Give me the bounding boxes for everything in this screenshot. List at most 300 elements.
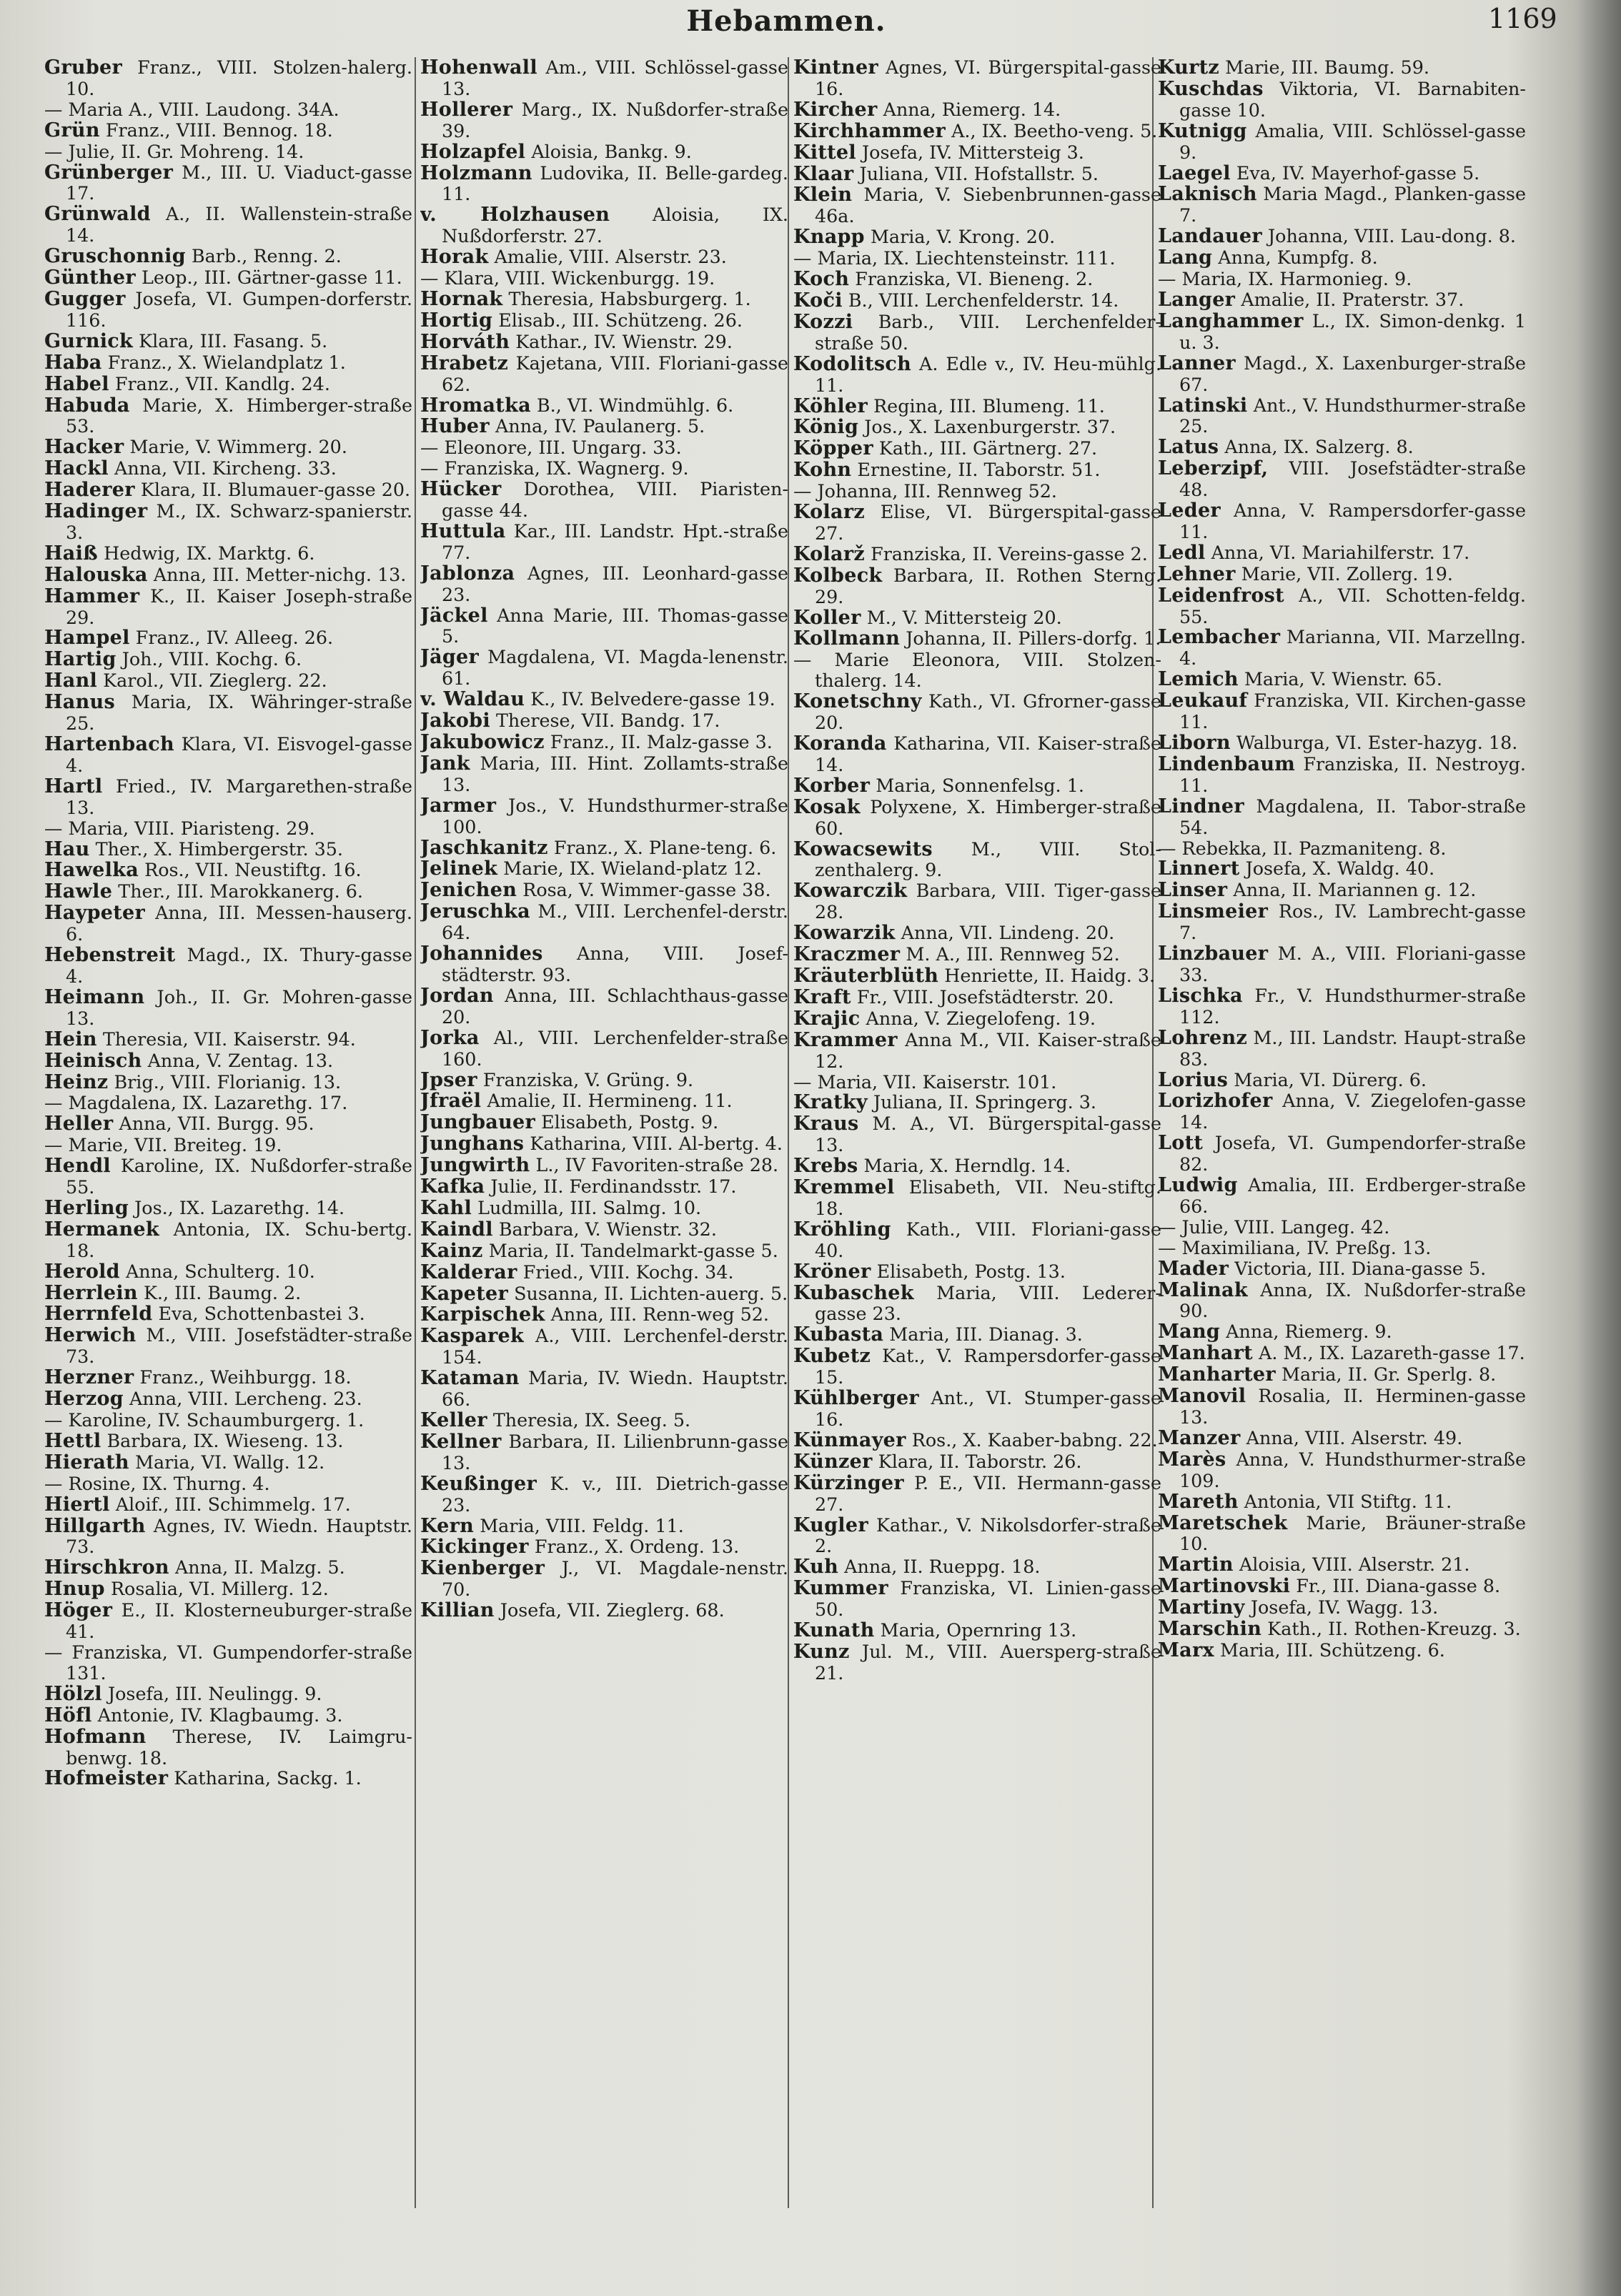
entry-surname: Jelinek bbox=[420, 858, 498, 880]
directory-column-4 bbox=[1158, 57, 1526, 2208]
entry-details: Kathar., V. Nikolsdorfer-straße 2. bbox=[815, 1514, 1161, 1557]
entry-surname: Korber bbox=[793, 774, 871, 797]
entry-details: Marianna, VII. Marzellng. 4. bbox=[1179, 626, 1526, 670]
entry-surname: Grünwald bbox=[44, 203, 151, 226]
directory-entry bbox=[44, 839, 412, 860]
entry-surname: Lott bbox=[1158, 1132, 1204, 1155]
entry-surname: Herzner bbox=[44, 1366, 134, 1389]
entry-surname: Kunath bbox=[793, 1619, 875, 1642]
directory-entry bbox=[793, 1388, 1161, 1430]
directory-entry bbox=[1158, 500, 1526, 542]
entry-details: A. M., IX. Lazareth-gasse 17. bbox=[1259, 1342, 1525, 1364]
entry-surname: Hawelka bbox=[44, 859, 139, 882]
entry-surname: Hendl bbox=[44, 1155, 111, 1178]
entry-details: Anna, VII. Lindeng. 20. bbox=[901, 922, 1115, 944]
entry-surname: Hartl bbox=[44, 775, 103, 797]
directory-entry bbox=[793, 1556, 1161, 1578]
entry-surname: Kuschdas bbox=[1158, 77, 1264, 100]
entry-details: Josefa, VII. Zieglerg. 68. bbox=[500, 1599, 725, 1621]
entry-surname: Kickinger bbox=[420, 1536, 529, 1559]
directory-entry bbox=[420, 753, 788, 795]
entry-surname: Martinovski bbox=[1158, 1575, 1291, 1598]
entry-surname: Höfl bbox=[44, 1704, 92, 1726]
directory-entry bbox=[44, 437, 412, 458]
entry-details: Ther., III. Marokkanerg. 6. bbox=[118, 880, 363, 903]
entry-details: Marie, X. Himberger-straße 53. bbox=[66, 394, 412, 437]
entry-details: Therese, IV. Laimgru-benwg. 18. bbox=[66, 1725, 412, 1769]
entry-surname: Huber bbox=[420, 415, 490, 438]
directory-entry bbox=[1158, 1217, 1526, 1238]
entry-details: Ther., X. Himbergerstr. 35. bbox=[95, 838, 343, 860]
directory-entry bbox=[793, 797, 1161, 839]
directory-entry bbox=[1158, 1028, 1526, 1070]
directory-column-3 bbox=[793, 57, 1161, 2208]
entry-details: M., V. Mittersteig 20. bbox=[866, 606, 1062, 628]
entry-surname: Haypeter bbox=[44, 902, 146, 925]
directory-entry bbox=[44, 1198, 412, 1219]
entry-surname: Hartig bbox=[44, 648, 117, 671]
directory-entry bbox=[793, 1261, 1161, 1283]
directory-entry bbox=[44, 987, 412, 1029]
entry-surname: Killian bbox=[420, 1599, 495, 1622]
entry-details: Theresia, Habsburgerg. 1. bbox=[508, 287, 751, 309]
directory-entry bbox=[1158, 627, 1526, 669]
entry-details: Jos., IX. Lazarethg. 14. bbox=[134, 1196, 345, 1218]
entry-details: Anna, V. Zentag. 13. bbox=[147, 1049, 334, 1071]
directory-entry bbox=[420, 880, 788, 901]
entry-surname: Lang bbox=[1158, 247, 1213, 269]
entry-details: Ros., VII. Neustiftg. 16. bbox=[144, 859, 362, 881]
entry-surname: Heimann bbox=[44, 985, 145, 1008]
entry-details: Barb., VIII. Lerchenfelder-straße 50. bbox=[815, 310, 1161, 354]
entry-details: Agnes, III. Leonhard-gasse 23. bbox=[442, 562, 788, 605]
entry-details: Ros., X. Kaaber-babng. 22. bbox=[911, 1428, 1158, 1451]
entry-surname: Jungbauer bbox=[420, 1111, 536, 1134]
directory-entry bbox=[44, 204, 412, 246]
directory-entry bbox=[44, 374, 412, 395]
entry-details: — Franziska, IX. Wagnerg. 9. bbox=[420, 457, 689, 479]
entry-details: — Magdalena, IX. Lazarethg. 17. bbox=[44, 1092, 348, 1114]
directory-entry bbox=[420, 310, 788, 332]
entry-details: Dorothea, VIII. Piaristen-gasse 44. bbox=[442, 478, 788, 522]
entry-surname: Heinisch bbox=[44, 1049, 142, 1072]
entry-surname: Grün bbox=[44, 119, 100, 141]
entry-surname: Herling bbox=[44, 1196, 129, 1219]
entry-surname: Laegel bbox=[1158, 161, 1231, 184]
entry-surname: Kröner bbox=[793, 1260, 871, 1283]
directory-entry bbox=[793, 923, 1161, 944]
entry-surname: Manharter bbox=[1158, 1363, 1276, 1386]
entry-details: Jos., V. Hundsthurmer-straße 100. bbox=[442, 794, 788, 838]
entry-surname: Jfraël bbox=[420, 1090, 482, 1113]
directory-entry bbox=[420, 1198, 788, 1219]
entry-surname: Heinz bbox=[44, 1070, 109, 1093]
entry-details: Maria, Opernring 13. bbox=[880, 1619, 1077, 1641]
entry-details: Kath., VIII. Floriani-gasse 40. bbox=[815, 1218, 1161, 1261]
entry-surname: Herold bbox=[44, 1260, 120, 1283]
entry-details: Klara, III. Fasang. 5. bbox=[139, 329, 328, 352]
entry-surname: Hettl bbox=[44, 1429, 101, 1452]
entry-details: Ant., VI. Stumper-gasse 16. bbox=[815, 1387, 1161, 1430]
directory-entry bbox=[420, 1176, 788, 1198]
directory-entry bbox=[1158, 1640, 1526, 1661]
entry-details: Franz., X. Wielandplatz 1. bbox=[107, 351, 346, 373]
entry-surname: Lemich bbox=[1158, 668, 1239, 691]
entry-details: Ernestine, II. Taborstr. 51. bbox=[857, 459, 1101, 481]
entry-details: Anna M., VII. Kaiser-straße 12. bbox=[815, 1028, 1161, 1072]
entry-surname: v. Waldau bbox=[420, 688, 525, 711]
directory-entry bbox=[44, 860, 412, 881]
entry-surname: Habuda bbox=[44, 394, 130, 417]
entry-surname: Kraft bbox=[793, 985, 851, 1008]
entry-details: M., III. Landstr. Haupt-straße 83. bbox=[1179, 1026, 1526, 1070]
directory-entry bbox=[1158, 1554, 1526, 1576]
entry-surname: Kowarzik bbox=[793, 922, 896, 945]
entry-surname: Kaindl bbox=[420, 1218, 493, 1241]
directory-entry bbox=[420, 1133, 788, 1155]
entry-details: Kat., V. Rampersdorfer-gasse 15. bbox=[815, 1345, 1161, 1388]
directory-entry bbox=[793, 1515, 1161, 1557]
entry-surname: Ludwig bbox=[1158, 1174, 1238, 1197]
directory-entry bbox=[1158, 1343, 1526, 1364]
directory-entry bbox=[793, 733, 1161, 775]
entry-surname: Landauer bbox=[1158, 225, 1262, 248]
directory-entry bbox=[1158, 1090, 1526, 1133]
entry-surname: Marès bbox=[1158, 1448, 1226, 1471]
entry-surname: Hebenstreit bbox=[44, 944, 176, 967]
directory-entry bbox=[793, 987, 1161, 1008]
entry-details: — Maria, VII. Kaiserstr. 101. bbox=[793, 1070, 1057, 1093]
directory-entry bbox=[1158, 564, 1526, 585]
directory-entry bbox=[420, 605, 788, 647]
entry-details: Maria, V. Siebenbrunnen-gasse 46a. bbox=[815, 184, 1161, 227]
directory-entry bbox=[420, 1262, 788, 1283]
directory-entry bbox=[420, 416, 788, 437]
directory-entry bbox=[1158, 226, 1526, 247]
directory-entry bbox=[1158, 395, 1526, 437]
entry-details: M., III. U. Viaduct-gasse 17. bbox=[66, 161, 412, 204]
entry-details: Franziska, VII. Kirchen-gasse 11. bbox=[1179, 690, 1526, 733]
entry-details: Am., VIII. Schlössel-gasse 13. bbox=[442, 57, 788, 99]
directory-entry bbox=[44, 1367, 412, 1388]
directory-column-1 bbox=[44, 57, 412, 2208]
directory-entry bbox=[793, 775, 1161, 797]
entry-details: Barbara, II. Rothen Sterng. 29. bbox=[815, 564, 1161, 607]
entry-details: Marie, VII. Zollerg. 19. bbox=[1241, 562, 1453, 585]
entry-surname: Hampel bbox=[44, 627, 130, 650]
entry-details: Regina, III. Blumeng. 11. bbox=[873, 394, 1105, 417]
directory-entry bbox=[44, 627, 412, 649]
entry-surname: Halouska bbox=[44, 563, 148, 586]
directory-entry bbox=[44, 289, 412, 331]
entry-surname: Leberzipf, bbox=[1158, 457, 1269, 480]
entry-surname: Kozzi bbox=[793, 310, 853, 333]
entry-surname: Koči bbox=[793, 289, 843, 312]
directory-entry bbox=[44, 692, 412, 734]
entry-details: Elisabeth, Postg. 9. bbox=[541, 1111, 719, 1133]
entry-surname: Gugger bbox=[44, 287, 126, 310]
entry-details: Barbara, IX. Wieseng. 13. bbox=[106, 1429, 344, 1451]
entry-surname: Hofmann bbox=[44, 1725, 147, 1748]
directory-entry bbox=[44, 1050, 412, 1072]
directory-entry bbox=[420, 838, 788, 859]
directory-entry bbox=[44, 1093, 412, 1113]
directory-entry bbox=[420, 268, 788, 289]
directory-entry bbox=[44, 1431, 412, 1452]
directory-entry bbox=[420, 332, 788, 353]
directory-entry bbox=[793, 880, 1161, 923]
entry-details: Maria, III. Schützeng. 6. bbox=[1219, 1639, 1445, 1661]
entry-details: Rosalia, II. Herminen-gasse 13. bbox=[1179, 1385, 1526, 1428]
entry-surname: Lohrenz bbox=[1158, 1026, 1248, 1049]
directory-entry bbox=[420, 901, 788, 943]
entry-details: Maria, III. Dianag. 3. bbox=[889, 1323, 1083, 1346]
directory-entry bbox=[44, 1642, 412, 1684]
directory-entry bbox=[420, 1516, 788, 1537]
entry-details: Marie, Bräuner-straße 10. bbox=[1179, 1511, 1526, 1555]
entry-surname: Kröhling bbox=[793, 1218, 891, 1241]
entry-details: Leop., III. Gärtner-gasse 11. bbox=[142, 267, 402, 289]
directory-entry bbox=[44, 649, 412, 670]
entry-details: Therese, VII. Bandg. 17. bbox=[496, 710, 720, 732]
entry-surname: Kubetz bbox=[793, 1345, 871, 1368]
directory-entry bbox=[44, 352, 412, 374]
entry-surname: Jeruschka bbox=[420, 900, 530, 923]
entry-details: Elisabeth, VII. Neu-stiftg. 18. bbox=[815, 1176, 1161, 1219]
entry-surname: Kugler bbox=[793, 1514, 868, 1536]
page-number: 1169 bbox=[1488, 3, 1557, 34]
entry-surname: Hrabetz bbox=[420, 352, 509, 374]
directory-entry bbox=[44, 395, 412, 437]
directory-entry bbox=[44, 1410, 412, 1431]
entry-details: Franz., VII. Kandlg. 24. bbox=[114, 372, 330, 394]
entry-details: — Johanna, III. Rennweg 52. bbox=[793, 480, 1057, 502]
directory-entry bbox=[1158, 1238, 1526, 1258]
entry-surname: Jarmer bbox=[420, 794, 497, 817]
entry-surname: Koller bbox=[793, 606, 861, 629]
directory-entry bbox=[44, 1473, 412, 1494]
entry-surname: Hermanek bbox=[44, 1218, 159, 1241]
entry-surname: Lischka bbox=[1158, 984, 1243, 1007]
entry-details: Josefa, X. Waldg. 40. bbox=[1245, 858, 1435, 880]
entry-details: Fried., IV. Margarethen-straße 13. bbox=[66, 775, 412, 818]
directory-entry bbox=[1158, 838, 1526, 859]
directory-entry bbox=[44, 903, 412, 945]
directory-entry bbox=[1158, 754, 1526, 796]
entry-details: Ludmilla, III. Salmg. 10. bbox=[477, 1196, 702, 1218]
entry-surname: Künzer bbox=[793, 1450, 873, 1473]
entry-details: Joh., VIII. Kochg. 6. bbox=[122, 648, 302, 670]
entry-surname: Jäger bbox=[420, 646, 480, 669]
directory-entry bbox=[44, 543, 412, 565]
entry-details: Maria, X. Herndlg. 14. bbox=[863, 1155, 1071, 1177]
entry-details: — Rosine, IX. Thurng. 4. bbox=[44, 1472, 270, 1494]
entry-surname: Klein bbox=[793, 184, 853, 207]
directory-entry bbox=[1158, 184, 1526, 226]
entry-surname: Höger bbox=[44, 1599, 113, 1622]
entry-details: Rosalia, VI. Millerg. 12. bbox=[110, 1578, 329, 1600]
directory-entry bbox=[420, 1600, 788, 1621]
directory-entry bbox=[420, 1368, 788, 1410]
entry-details: K., IV. Belvedere-gasse 19. bbox=[530, 688, 775, 710]
entry-surname: Johannides bbox=[420, 943, 543, 965]
directory-entry bbox=[1158, 163, 1526, 184]
directory-entry bbox=[420, 353, 788, 395]
entry-details: Brig., VIII. Florianig. 13. bbox=[114, 1070, 342, 1093]
entry-details: Antonia, VII Stiftg. 11. bbox=[1244, 1490, 1452, 1512]
entry-details: Katharina, VIII. Al-bertg. 4. bbox=[530, 1133, 783, 1155]
entry-details: — Julie, VIII. Langeg. 42. bbox=[1158, 1216, 1390, 1238]
entry-details: L., IV Favoriten-straße 28. bbox=[535, 1154, 779, 1176]
entry-details: Eva, IV. Mayerhof-gasse 5. bbox=[1236, 161, 1480, 184]
directory-entry bbox=[793, 1346, 1161, 1388]
directory-entry bbox=[44, 1072, 412, 1093]
directory-entry bbox=[793, 650, 1161, 691]
directory-entry bbox=[44, 99, 412, 120]
directory-entry bbox=[793, 1324, 1161, 1346]
directory-entry bbox=[44, 1726, 412, 1769]
entry-surname: Mareth bbox=[1158, 1490, 1239, 1513]
entry-surname: Kittel bbox=[793, 141, 856, 164]
directory-entry bbox=[420, 1304, 788, 1326]
directory-entry bbox=[1158, 1070, 1526, 1091]
directory-entry bbox=[1158, 1491, 1526, 1513]
entry-details: Maria, Sonnenfelsg. 1. bbox=[876, 774, 1084, 796]
directory-entry bbox=[44, 734, 412, 776]
entry-surname: Hiertl bbox=[44, 1493, 110, 1516]
directory-entry bbox=[420, 710, 788, 732]
directory-entry bbox=[793, 312, 1161, 354]
entry-details: Katharina, VII. Kaiser-straße 14. bbox=[815, 732, 1161, 775]
entry-details: Franziska, VI. Linien-gasse 50. bbox=[815, 1577, 1161, 1621]
directory-entry bbox=[793, 121, 1161, 142]
entry-surname: Haderer bbox=[44, 479, 135, 502]
entry-details: Aloisia, Bankg. 9. bbox=[531, 140, 692, 162]
entry-surname: Jank bbox=[420, 752, 470, 775]
entry-details: Josefa, VI. Gumpendorfer-straße 82. bbox=[1179, 1132, 1526, 1176]
entry-details: A. Edle v., IV. Heu-mühlg. 11. bbox=[815, 352, 1161, 396]
entry-surname: Kahl bbox=[420, 1196, 472, 1219]
directory-entry bbox=[793, 1641, 1161, 1684]
entry-surname: Hollerer bbox=[420, 98, 513, 121]
entry-surname: Gurnick bbox=[44, 329, 134, 352]
directory-entry bbox=[793, 459, 1161, 481]
directory-entry bbox=[44, 1303, 412, 1325]
entry-surname: Laknisch bbox=[1158, 183, 1257, 206]
entry-surname: Günther bbox=[44, 267, 136, 289]
entry-details: — Rebekka, II. Pazmaniteng. 8. bbox=[1158, 837, 1447, 859]
directory-entry bbox=[1158, 1619, 1526, 1640]
entry-details: M. A., VI. Bürgerspital-gasse 13. bbox=[815, 1113, 1161, 1156]
entry-details: Maria, VIII. Lederer-gasse 23. bbox=[815, 1281, 1161, 1325]
entry-details: Hedwig, IX. Marktg. 6. bbox=[104, 542, 315, 564]
entry-surname: Linnert bbox=[1158, 858, 1240, 880]
entry-details: — Maria, IX. Harmonieg. 9. bbox=[1158, 268, 1412, 290]
directory-entry bbox=[44, 57, 412, 99]
entry-surname: Lindenbaum bbox=[1158, 752, 1296, 775]
entry-details: Johanna, VIII. Lau-dong. 8. bbox=[1268, 225, 1516, 247]
directory-entry bbox=[1158, 1449, 1526, 1491]
entry-surname: Hohenwall bbox=[420, 57, 537, 79]
directory-entry bbox=[793, 565, 1161, 607]
entry-details: Kathar., IV. Wienstr. 29. bbox=[515, 330, 733, 352]
entry-surname: Haiß bbox=[44, 542, 98, 565]
entry-details: Anna, V. Ziegelofeng. 19. bbox=[866, 1007, 1096, 1029]
directory-entry bbox=[420, 163, 788, 205]
entry-surname: Jäckel bbox=[420, 604, 488, 627]
entry-details: L., IX. Simon-denkg. 1 u. 3. bbox=[1179, 309, 1526, 353]
directory-entry bbox=[44, 1219, 412, 1261]
directory-entry bbox=[44, 1705, 412, 1726]
directory-entry bbox=[44, 1494, 412, 1516]
column-divider bbox=[415, 57, 416, 2208]
page-header bbox=[0, 1, 1621, 37]
entry-surname: Kafka bbox=[420, 1176, 485, 1198]
directory-entry bbox=[420, 458, 788, 479]
directory-entry bbox=[420, 57, 788, 99]
directory-entry bbox=[420, 99, 788, 141]
directory-entry bbox=[793, 354, 1161, 396]
entry-surname: Kummer bbox=[793, 1577, 888, 1600]
entry-details: A., IX. Beetho-veng. 5. bbox=[951, 119, 1158, 141]
entry-details: Anna, III. Renn-weg 52. bbox=[550, 1303, 770, 1326]
entry-surname: Hau bbox=[44, 838, 90, 860]
directory-entry bbox=[420, 247, 788, 268]
entry-details: Ludovika, II. Belle-gardeg. 11. bbox=[442, 161, 788, 205]
entry-surname: Kubasta bbox=[793, 1323, 884, 1346]
directory-entry bbox=[44, 458, 412, 479]
entry-surname: Kürzinger bbox=[793, 1471, 904, 1494]
directory-entry bbox=[420, 689, 788, 710]
entry-surname: Martin bbox=[1158, 1554, 1234, 1576]
directory-entry bbox=[44, 501, 412, 543]
entry-details: Maria, III. Hint. Zollamts-straße 13. bbox=[442, 752, 788, 795]
entry-surname: Liborn bbox=[1158, 732, 1231, 754]
entry-surname: Hnup bbox=[44, 1578, 105, 1601]
directory-entry bbox=[420, 732, 788, 753]
directory-entry bbox=[1158, 1321, 1526, 1343]
entry-details: Magdalena, VI. Magda-lenenstr. 61. bbox=[442, 646, 788, 690]
entry-details: Barb., Renng. 2. bbox=[191, 245, 342, 267]
entry-surname: Grünberger bbox=[44, 161, 174, 184]
entry-surname: Kuh bbox=[793, 1556, 839, 1579]
directory-entry bbox=[420, 1326, 788, 1368]
directory-entry bbox=[793, 944, 1161, 965]
directory-entry bbox=[44, 1388, 412, 1410]
directory-entry bbox=[793, 57, 1161, 99]
entry-details: Magd., X. Laxenburger-straße 67. bbox=[1179, 352, 1526, 395]
directory-entry bbox=[420, 1431, 788, 1473]
entry-surname: Hofmeister bbox=[44, 1767, 169, 1790]
directory-entry bbox=[420, 437, 788, 458]
entry-surname: Knapp bbox=[793, 226, 865, 249]
entry-surname: Krajic bbox=[793, 1007, 861, 1030]
entry-details: Kath., III. Gärtnerg. 27. bbox=[878, 437, 1098, 459]
directory-entry bbox=[44, 565, 412, 586]
entry-details: Fried., VIII. Kochg. 34. bbox=[522, 1261, 734, 1283]
entry-surname: Kräuterblüth bbox=[793, 964, 939, 987]
directory-entry bbox=[420, 141, 788, 163]
directory-entry bbox=[1158, 858, 1526, 880]
directory-entry bbox=[793, 1473, 1161, 1515]
entry-details: Antonie, IV. Klagbaumg. 3. bbox=[97, 1704, 343, 1726]
entry-surname: Kraus bbox=[793, 1113, 859, 1135]
directory-entry bbox=[420, 1410, 788, 1431]
entry-details: P. E., VII. Hermann-gasse 27. bbox=[815, 1471, 1161, 1515]
entry-surname: Hillgarth bbox=[44, 1514, 146, 1537]
directory-entry bbox=[793, 691, 1161, 733]
directory-entry bbox=[793, 142, 1161, 164]
